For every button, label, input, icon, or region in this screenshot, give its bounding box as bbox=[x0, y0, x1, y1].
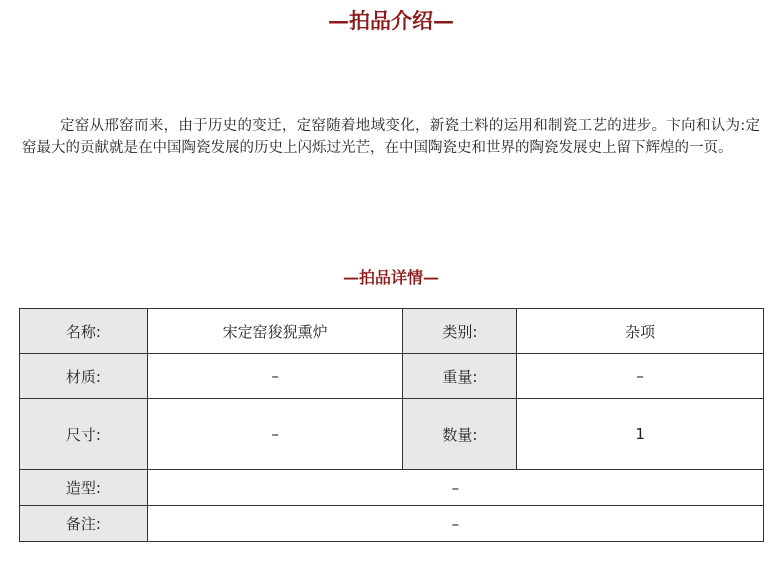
weight-value: – bbox=[517, 354, 764, 399]
details-table bbox=[19, 308, 764, 542]
intro-paragraph: 定窑从邢窑而来，由于历史的变迁，定窑随着地域变化，新瓷土料的运用和制瓷工艺的进步。卞向和认为:定窑最大的贡献就是在中国陶瓷发展的历史上闪烁过光芒，在中国陶瓷史和世界的陶瓷发展史上留下辉煌的一页。 bbox=[22, 118, 760, 156]
table-row bbox=[20, 309, 764, 354]
category-label: 类别: bbox=[403, 309, 517, 354]
table-row bbox=[20, 506, 764, 542]
name-label: 名称: bbox=[20, 309, 148, 354]
remarks-label: 备注: bbox=[20, 506, 148, 542]
quantity-value: 1 bbox=[517, 399, 764, 470]
shape-label: 造型: bbox=[20, 470, 148, 506]
size-value: – bbox=[147, 399, 403, 470]
table-row bbox=[20, 399, 764, 470]
name-value: 宋定窑狻猊熏炉 bbox=[147, 309, 403, 354]
table-row bbox=[20, 354, 764, 399]
quantity-label: 数量: bbox=[403, 399, 517, 470]
material-label: 材质: bbox=[20, 354, 148, 399]
details-section-title: —拍品详情— bbox=[342, 268, 439, 287]
table-row bbox=[20, 470, 764, 506]
category-value: 杂项 bbox=[517, 309, 764, 354]
material-value: – bbox=[147, 354, 403, 399]
remarks-value: – bbox=[147, 506, 763, 542]
intro-section-title: —拍品介绍— bbox=[328, 8, 454, 33]
weight-label: 重量: bbox=[403, 354, 517, 399]
size-label: 尺寸: bbox=[20, 399, 148, 470]
shape-value: – bbox=[147, 470, 763, 506]
